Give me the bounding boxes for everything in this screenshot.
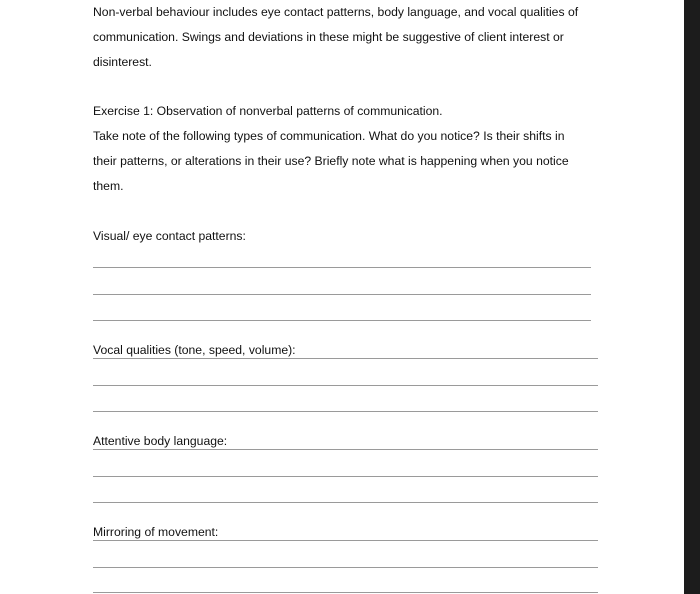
intro-line-1: Non-verbal behaviour includes eye contact patterns, body language, and vocal qualities of <box>93 5 579 19</box>
body-answer-line-1[interactable] <box>93 449 598 450</box>
intro-line-3: disinterest. <box>93 55 152 69</box>
vocal-answer-line-2[interactable] <box>93 385 598 386</box>
exercise-title: Exercise 1: Observation of nonverbal patterns of communication. <box>93 104 443 118</box>
mirroring-section-label: Mirroring of movement: <box>93 525 219 539</box>
visual-answer-line-1[interactable] <box>93 267 591 268</box>
exercise-line-3: them. <box>93 179 124 193</box>
visual-answer-line-2[interactable] <box>93 294 591 295</box>
exercise-line-1: Take note of the following types of communication. What do you notice? Is their shifts in <box>93 129 565 143</box>
vocal-answer-line-3[interactable] <box>93 411 598 412</box>
visual-section-label: Visual/ eye contact patterns: <box>93 229 246 243</box>
body-section-label: Attentive body language: <box>93 434 228 448</box>
exercise-line-2: their patterns, or alterations in their use? Briefly note what is happening when you notice <box>93 154 569 168</box>
visual-answer-line-3[interactable] <box>93 320 591 321</box>
body-answer-line-2[interactable] <box>93 476 598 477</box>
body-answer-line-3[interactable] <box>93 502 598 503</box>
vocal-section-label: Vocal qualities (tone, speed, volume): <box>93 343 296 357</box>
dark-side-border <box>684 0 700 594</box>
mirroring-answer-line-1[interactable] <box>93 540 598 541</box>
vocal-answer-line-1[interactable] <box>93 358 598 359</box>
mirroring-answer-line-3[interactable] <box>93 592 598 593</box>
intro-line-2: communication. Swings and deviations in these might be suggestive of client interest or <box>93 30 564 44</box>
mirroring-answer-line-2[interactable] <box>93 567 598 568</box>
